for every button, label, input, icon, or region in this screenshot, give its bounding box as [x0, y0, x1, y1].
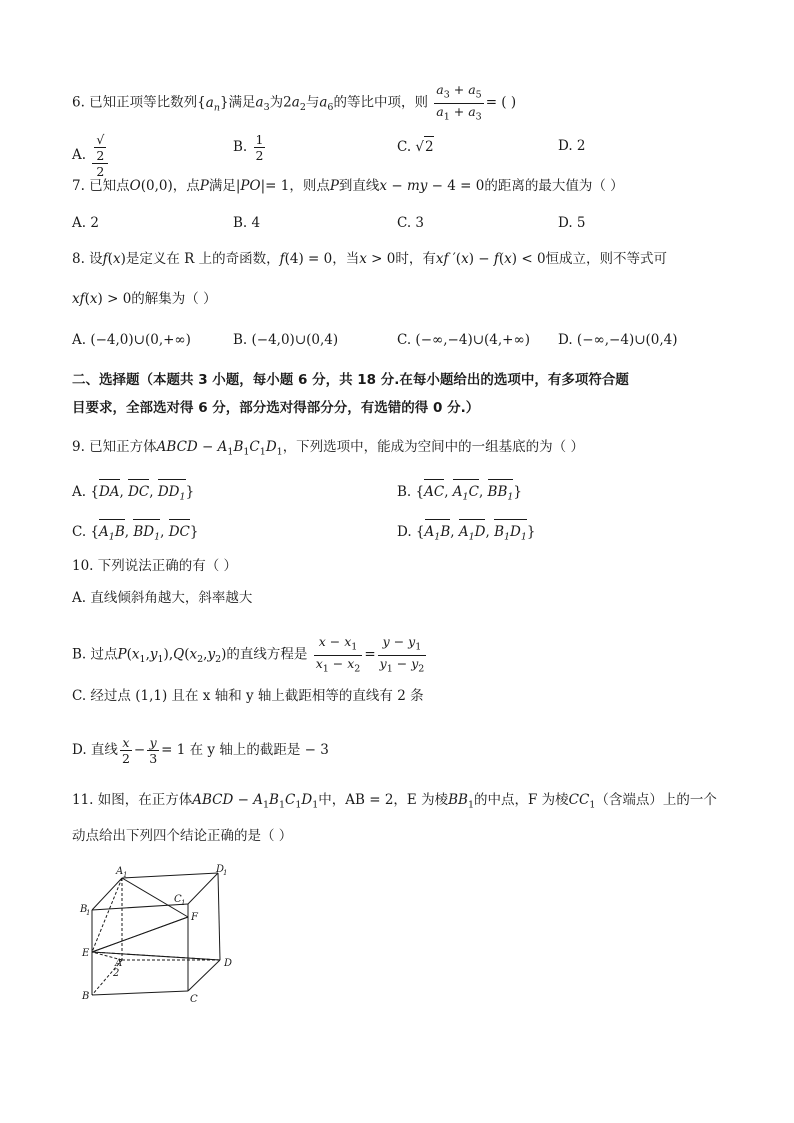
svg-text:1: 1: [223, 869, 228, 877]
q8-stem-line1: 8. 设f(x)是定义在 R 上的奇函数，f(4) = 0，当x > 0时，有xf ′(x) − f(x) < 0恒成立，则不等式可: [72, 251, 668, 267]
q8-option-a[interactable]: A. (−4,0)∪(0,+∞): [72, 332, 191, 348]
edge-c1d1: [188, 873, 218, 904]
q10-option-b[interactable]: B. 过点$P(x_1,y_1),Q(x_2,y_2)$的直线方程是 $\frac{x - x_1}{x_1 - x_2}$ = $\frac{y - y_1}{y_1 - y_2}$: [72, 634, 425, 674]
label-b: B: [82, 991, 90, 1002]
q9-stem: 9. 已知正方体ABCD − $A_1B_1C_1D_1$，下列选项中，能成为空间中的一组基底的为（ ）: [72, 439, 584, 458]
q6-option-a[interactable]: A. √ 2 2: [72, 132, 110, 179]
label-d: D: [224, 958, 233, 969]
q6-fraction: $\frac{a_3 + a_5}{a_1 + a_3}$: [436, 82, 482, 122]
q9-option-d[interactable]: D. {$A_1B$, $A_1D$, $B_1D_1$}: [397, 518, 536, 548]
q7-option-a[interactable]: A. 2: [72, 215, 99, 231]
label-b1: B: [80, 904, 88, 915]
q6-option-c[interactable]: C. √2: [397, 136, 434, 157]
cube-figure: [70, 860, 250, 1010]
q8-option-c[interactable]: C. (−∞,−4)∪(4,+∞): [397, 332, 530, 348]
q8-option-b[interactable]: B. (−4,0)∪(0,4): [233, 332, 339, 348]
q10-option-d[interactable]: D. 直线 $\frac{x}{2}$ − $\frac{y}{3}$ = 1 在 y 轴上的截距是 − 3: [72, 735, 329, 766]
label-a1: A: [116, 866, 124, 877]
q7-option-d[interactable]: D. 5: [558, 215, 586, 231]
label-f: F: [191, 912, 198, 923]
q9-option-a[interactable]: A. {DA, DC, $DD_1$}: [72, 478, 194, 508]
section2-heading-line1: 二、选择题（本题共 3 小题，每小题 6 分，共 18 分.在每小题给出的选项中，有多项符合题: [72, 372, 629, 388]
q7-stem: 7. 已知点O(0,0)，点P满足|PO|= 1，则点P到直线x − my − 4 = 0的距离的最大值为（ ）: [72, 178, 624, 194]
q11-stem-line2: 动点给出下列四个结论正确的是（ ）: [72, 828, 293, 844]
label-d1: D: [216, 864, 225, 875]
edge-bc: [92, 991, 188, 995]
label-c1: C: [174, 894, 182, 905]
q7-option-c[interactable]: C. 3: [397, 215, 425, 231]
edge-d1d: [218, 873, 220, 960]
svg-text:1: 1: [86, 909, 91, 917]
q8-option-d[interactable]: D. (−∞,−4)∪(0,4): [558, 332, 678, 348]
q6-text: 6. 已知正项等比数列: [72, 94, 198, 111]
label-two: 2: [113, 968, 120, 979]
q9-option-b[interactable]: B. {AC, $A_1C$, $BB_1$}: [397, 478, 522, 508]
line-ed-upper: [92, 952, 220, 960]
q10-stem: 10. 下列说法正确的有（ ）: [72, 558, 238, 574]
q10-option-a[interactable]: A. 直线倾斜角越大，斜率越大: [72, 590, 253, 606]
svg-text:1: 1: [181, 899, 186, 907]
q9-option-c[interactable]: C. {$A_1B$, $BD_1$, DC}: [72, 518, 198, 548]
label-e: E: [82, 948, 90, 959]
q8-stem-line2: xf(x) > 0的解集为（ ）: [72, 291, 217, 307]
q6-option-b[interactable]: B. $\frac{1}{2}$: [233, 132, 264, 163]
q10-option-c[interactable]: C. 经过点 (1,1) 且在 x 轴和 y 轴上截距相等的直线有 2 条: [72, 688, 424, 704]
section2-heading-line2: 目要求，全部选对得 6 分，部分选对得部分分，有选错的得 0 分.）: [72, 400, 480, 416]
edge-cd: [188, 960, 220, 991]
q11-stem-line1: 11. 如图，在正方体ABCD − $A_1B_1C_1D_1$中，AB = 2，E 为棱$BB_1$的中点，F 为棱$CC_1$（含端点）上的一个: [72, 792, 717, 811]
q7-option-b[interactable]: B. 4: [233, 215, 261, 231]
q6-option-d[interactable]: D. 2: [558, 138, 586, 154]
label-a: A: [115, 958, 123, 969]
line-ef2: [92, 917, 188, 952]
edge-a1b1: [92, 878, 122, 910]
label-c: C: [190, 994, 198, 1005]
q6-stem: 6. 已知正项等比数列$\{a_n\}$满足$a_3$为$2a_2$与$a_6$的等比中项，则 $\frac{a_3 + a_5}{a_1 + a_3}$ = ( ): [72, 82, 517, 122]
svg-text:1: 1: [123, 871, 128, 879]
edge-a1d1: [122, 873, 218, 878]
line-a1e-hidden: [92, 878, 122, 952]
